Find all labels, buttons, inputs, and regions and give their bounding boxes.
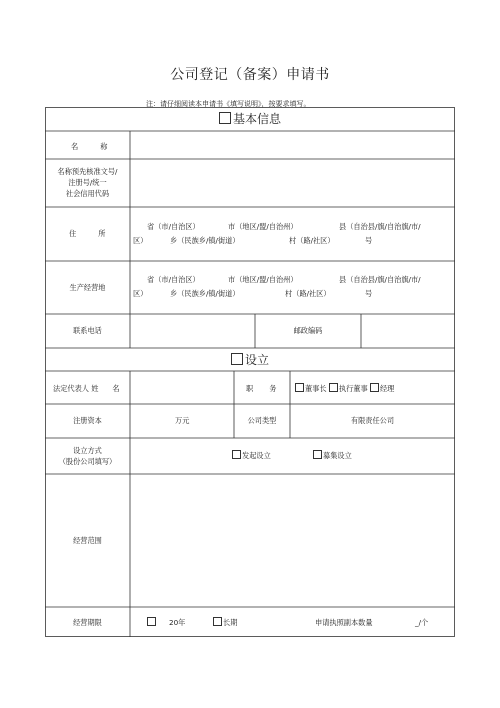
name-label-b: 称	[100, 142, 108, 151]
position-label-b: 务	[269, 384, 277, 393]
position-options	[295, 383, 394, 394]
name-field[interactable]	[131, 160, 454, 206]
section-checkbox[interactable]	[219, 112, 231, 124]
company-type-label: 公司类型	[247, 416, 277, 425]
setup-option-promotion	[232, 450, 271, 461]
name-label-a: 名	[71, 142, 79, 151]
address-label-a: 住	[69, 229, 77, 238]
pre-approval-line-3: 社会信用代码	[65, 189, 110, 198]
term-label: 经营期限	[73, 618, 102, 627]
promotion-checkbox[interactable]	[232, 450, 241, 459]
section-basic-info	[45, 112, 455, 125]
address-village: 村（路/社区）	[289, 236, 335, 245]
address-county: 县（自治县/旗/自治旗/市/	[339, 222, 421, 231]
section-setup-label: 设立	[244, 353, 269, 367]
business-number: 号	[365, 289, 373, 298]
business-province: 省（市/自治区）	[147, 275, 200, 284]
pre-approval-line-2: 注册号/统一	[68, 178, 107, 187]
business-address-label: 生产经营地	[69, 283, 106, 292]
address-city: 市（地区/盟/自治州）	[228, 222, 298, 231]
promotion-label: 发起设立	[242, 451, 271, 460]
page-title: 公司登记（备案）申请书	[170, 67, 330, 83]
legal-rep-label	[53, 383, 120, 394]
manager-checkbox[interactable]	[370, 383, 379, 392]
offering-checkbox[interactable]	[313, 450, 322, 459]
manager-label: 经理	[379, 384, 395, 393]
setup-option-offering	[313, 450, 352, 461]
address-province: 省（市/自治区）	[147, 222, 200, 231]
term-long-option	[213, 617, 237, 628]
business-city: 市（地区/盟/自治州）	[228, 275, 298, 284]
license-copies-label: 申请执照副本数量	[315, 618, 373, 627]
chairman-label: 董事长	[305, 384, 327, 393]
address-label	[69, 228, 105, 239]
setup-method-line-2: （股份公司填写）	[58, 457, 117, 466]
postcode-field[interactable]	[362, 315, 454, 347]
term-fixed-option	[147, 617, 185, 628]
pre-approval-label	[45, 166, 130, 199]
fixed-term-label: 20年	[169, 618, 186, 627]
position-label	[246, 383, 276, 394]
legal-rep-field[interactable]	[131, 372, 233, 403]
section-checkbox[interactable]	[231, 353, 243, 365]
address-district: 区）	[133, 236, 148, 245]
application-form	[45, 107, 455, 637]
capital-label: 注册资本	[73, 416, 102, 425]
name-label	[71, 141, 107, 152]
position-label-a: 职	[246, 384, 254, 393]
executive-director-checkbox[interactable]	[329, 383, 338, 392]
address-town: 乡（民族乡/镇/街道）	[170, 236, 240, 245]
address-label-b: 所	[98, 229, 106, 238]
setup-method-line-1: 设立方式	[73, 446, 102, 455]
phone-label: 联系电话	[73, 326, 102, 335]
business-village: 村（路/社区）	[285, 289, 331, 298]
company-type-value: 有限责任公司	[350, 416, 395, 425]
legal-rep-label-b: 名	[112, 384, 120, 393]
setup-method-label	[45, 445, 130, 467]
business-town: 乡（民族乡/镇/街道）	[170, 289, 240, 298]
capital-field[interactable]	[131, 405, 233, 437]
business-scope-field[interactable]	[131, 475, 454, 606]
fixed-term-checkbox[interactable]	[147, 617, 156, 626]
section-basic-label: 基本信息	[232, 112, 281, 126]
chairman-checkbox[interactable]	[295, 383, 304, 392]
long-term-label: 长期	[223, 618, 238, 627]
section-setup	[45, 353, 455, 366]
business-district: 区）	[133, 289, 148, 298]
long-term-checkbox[interactable]	[213, 617, 222, 626]
capital-unit: 万元	[175, 416, 190, 425]
offering-label: 募集设立	[323, 451, 352, 460]
address-number: 号	[365, 236, 373, 245]
business-county: 县（自治县/旗/自治旗/市/	[339, 275, 421, 284]
executive-director-label: 执行董事	[338, 384, 368, 393]
phone-field[interactable]	[131, 315, 254, 347]
license-copies-value[interactable]: _/个	[415, 618, 429, 627]
pre-approval-line-1: 名称预先核准文号/	[57, 167, 118, 176]
instruction-note: 注：请仔细阅读本申请书《填写说明》，按要求填写。	[146, 100, 311, 108]
business-scope-label: 经营范围	[73, 536, 102, 545]
postcode-label: 邮政编码	[293, 326, 323, 335]
legal-rep-label-a: 法定代表人 姓	[53, 384, 99, 393]
